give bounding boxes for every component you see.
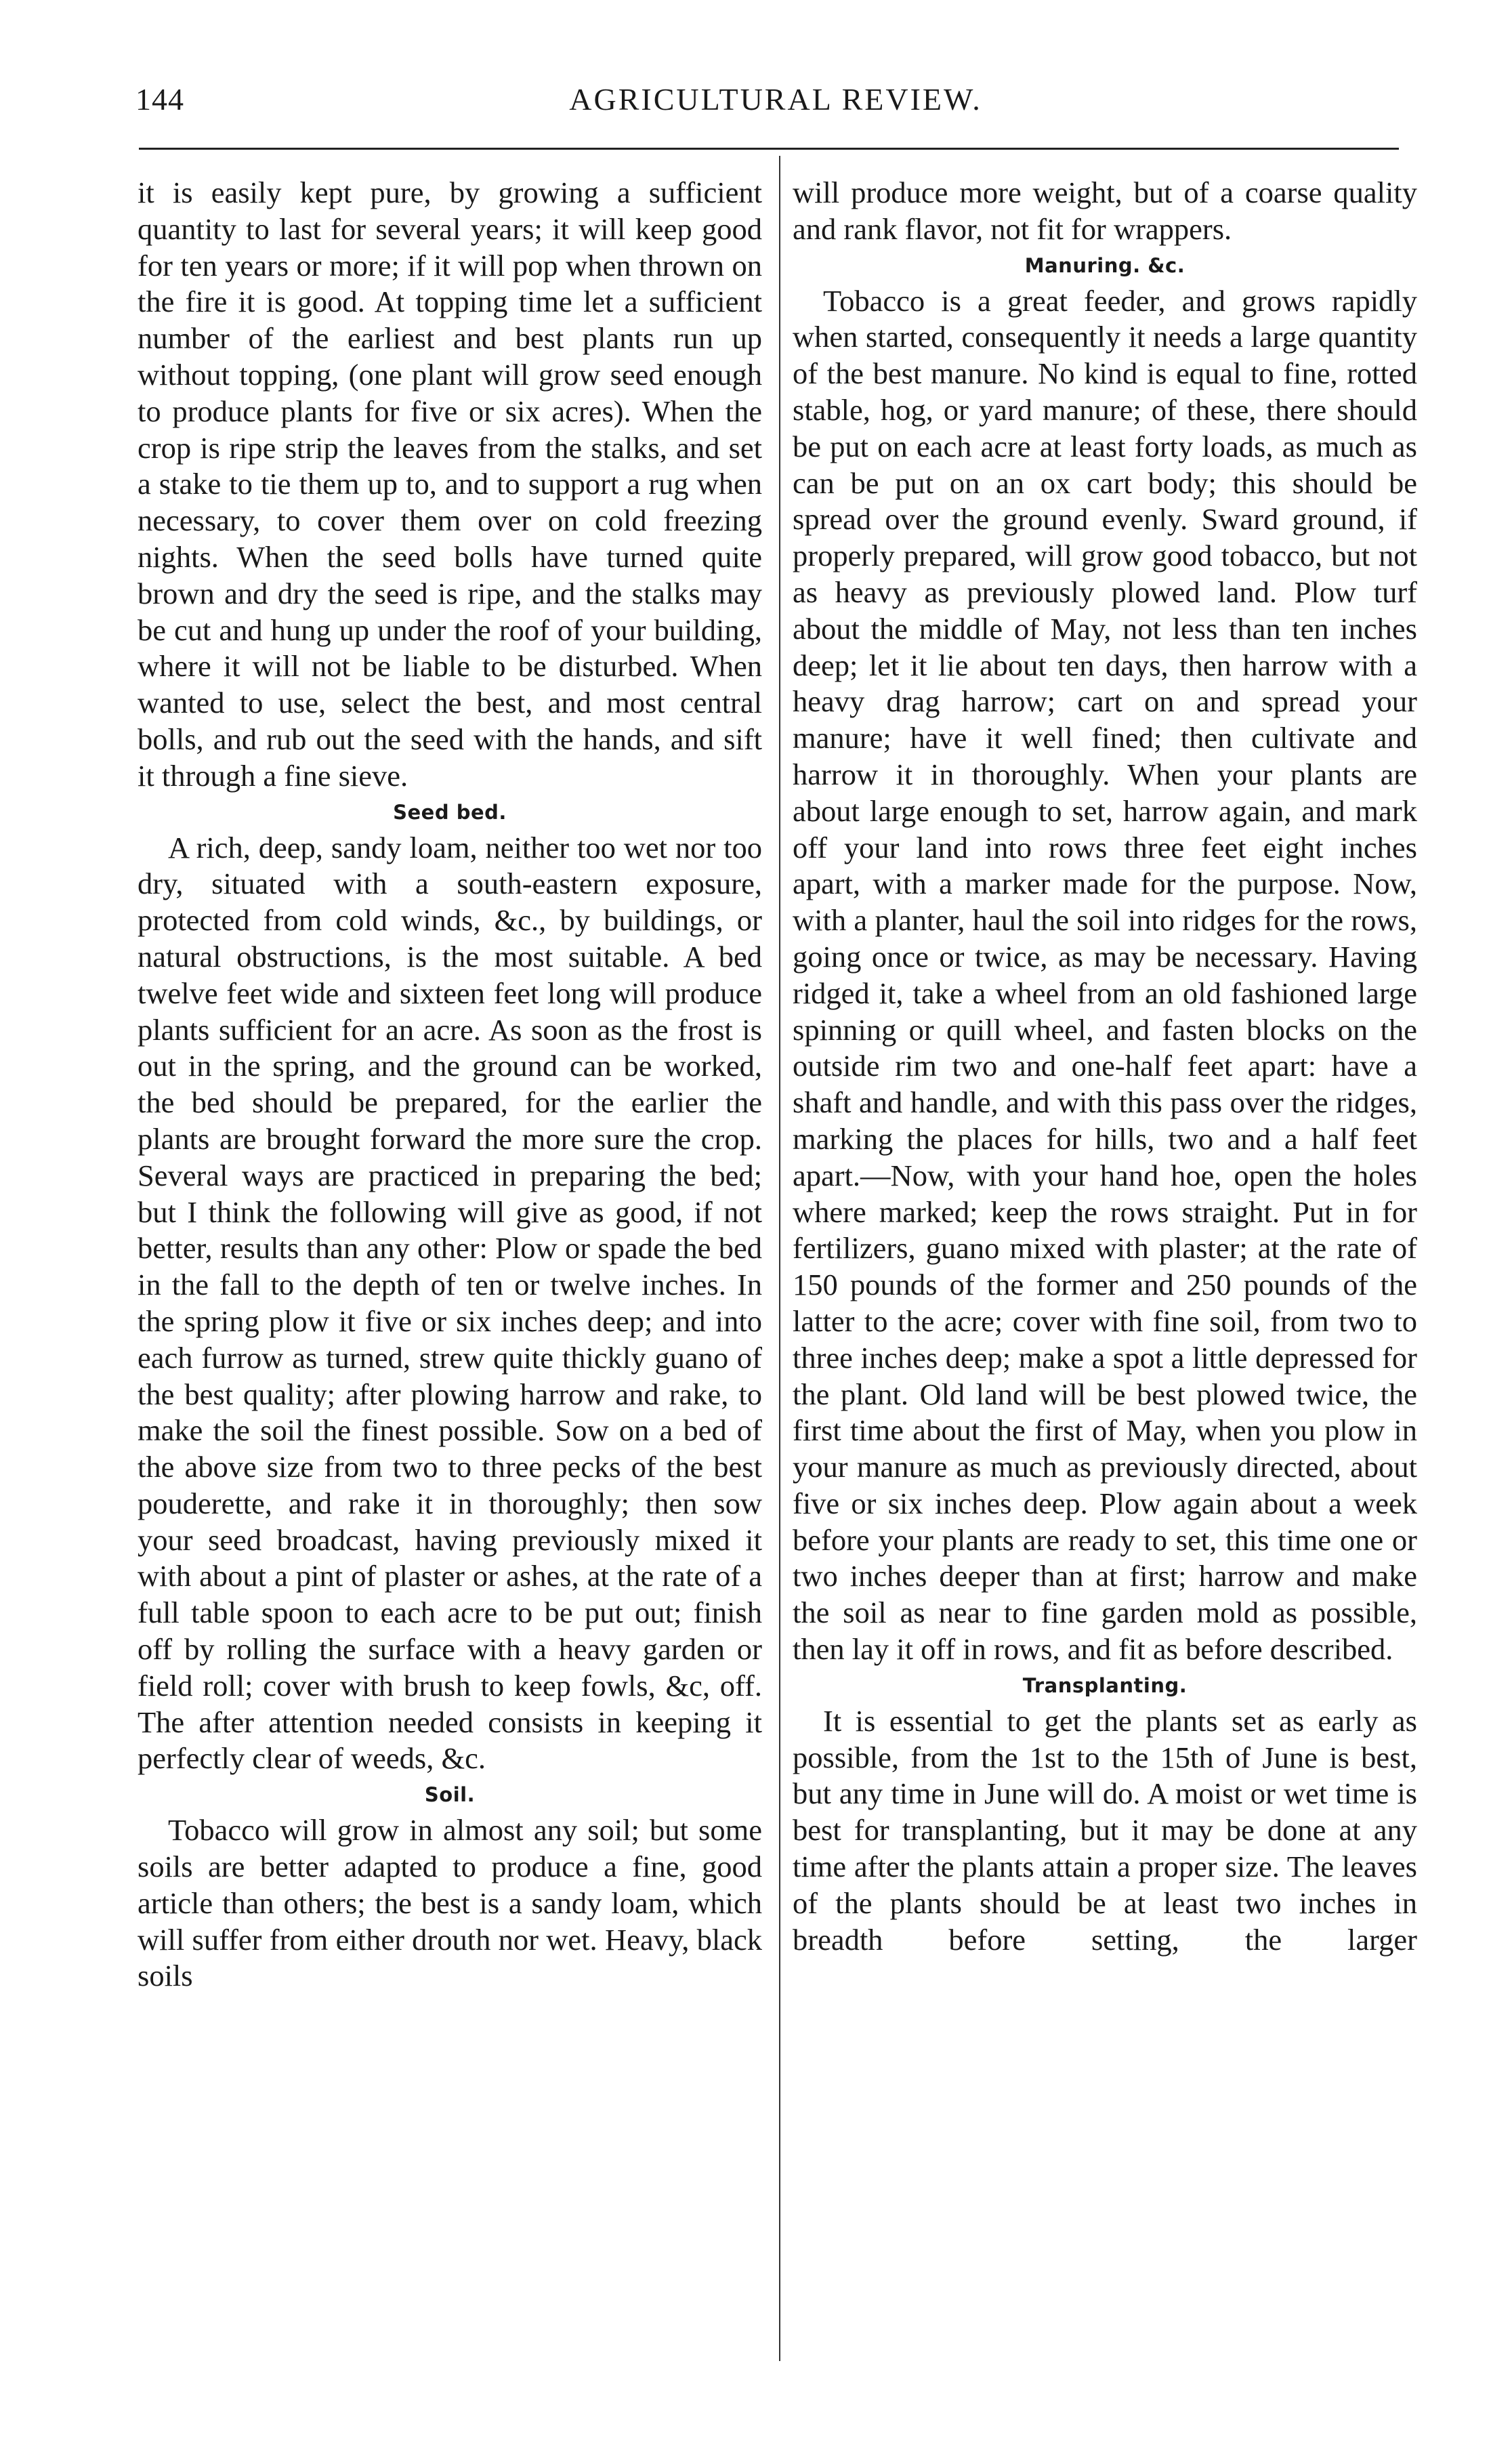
paragraph-soil-continued: will produce more weight, but of a coarse quality and rank flavor, not fit for wrappers.: [793, 175, 1417, 246]
heading-transplanting: Transplanting.: [1022, 1673, 1188, 1697]
right-column: [793, 175, 1417, 1958]
paragraph-transplanting: It is essential to get the plants set as early as possible, from the 1st to the 15th of June is best, but any time in June will do. A moist or wet time is best for transplanting, but it may be done at any time after the plants attain a proper size. The leaves of the plants should be at least two inches in breadth before setting, the larger: [793, 1703, 1417, 1957]
paragraph-manuring: Tobacco is a great feeder, and grows rapidly when started, consequently it needs a large quantity of the best manure. No kind is equal to fine, rotted stable, hog, or yard manure; of these, there should be put on each acre at least forty loads, as much as can be put on an ox cart body; this should be spread over the ground evenly. Sward ground, if properly prepared, will grow good tobacco, but not as heavy as previously plowed land. Plow turf about the middle of May, not less than ten inches deep; let it lie about ten days, then harrow with a heavy drag harrow; cart on and spread your manure; have it well fined; then cultivate and harrow it in thoroughly. When your plants are about large enough to set, harrow again, and mark off your land into rows three feet eight inches apart, with a marker made for the purpose. Now, with a planter, haul the soil into ridges for the rows, going once or twice, as may be necessary. Having ridged it, take a wheel from an old fashioned large spinning or quill wheel, and fasten blocks on the outside rim two and one-half feet apart: have a shaft and handle, and with this pass over the ridges, marking the places for hills, two and a half feet apart.—Now, with your hand hoe, open the holes where marked; keep the rows straight. Put in for fertilizers, guano mixed with plaster; at the rate of 150 pounds of the former and 250 pounds of the latter to the acre; cover with fine soil, from two to three inches deep; make a spot a little depressed for the plant. Old land will be best plowed twice, the first time about the first of May, when you plow in your manure as much as previously directed, about five or six inches deep. Plow again about a week before your plants are ready to set, this time one or two inches deeper than at first; harrow and make the soil as near to fine garden mold as possible, then lay it off in rows, and fit as before described.: [793, 283, 1417, 1667]
paragraph-seed-saving: it is easily kept pure, by growing a sufficient quantity to last for several years; it will keep good for ten years or more; if it will pop when thrown on the fire it is good. At topping time let a sufficient number of the earliest and best plants run up without topping, (one plant will grow seed enough to produce plants for five or six acres). When the crop is ripe strip the leaves from the stalks, and set a stake to tie them up to, and to support a rug when necessary, to cover them over on cold freezing nights. When the seed bolls have turned quite brown and dry the seed is ripe, and the stalks may be cut and hung up under the roof of your building, where it will not be liable to be disturbed. When wanted to use, select the best, and most central bolls, and rub out the seed with the hands, and sift it through a fine sieve.: [138, 175, 762, 793]
left-column: [138, 175, 762, 1995]
journal-title: AGRICULTURAL REVIEW.: [569, 82, 982, 117]
heading-seed-bed: Seed bed.: [393, 800, 507, 824]
header-rule: [139, 148, 1399, 150]
heading-soil: Soil.: [424, 1783, 476, 1807]
running-head: [135, 81, 1416, 129]
paragraph-soil: Tobacco will grow in almost any soil; but some soils are better adapted to produce a fine, good article than others; the best is a sandy loam, which will suffer from either drouth nor wet. Heavy, black soils: [138, 1813, 762, 1993]
page-number: 144: [135, 82, 184, 117]
heading-manuring: Manuring. &c.: [1024, 253, 1185, 277]
column-divider: [779, 156, 780, 2361]
paragraph-seed-bed: A rich, deep, sandy loam, neither too wet nor too dry, situated with a south-eastern exposure, protected from cold winds, &c., by buildings, or natural obstructions, is the most suitable. A bed twelve feet wide and sixteen feet long will produce plants sufficient for an acre. As soon as the frost is out in the spring, and the ground can be worked, the bed should be prepared, for the earlier the plants are brought forward the more sure the crop. Several ways are practiced in preparing the bed; but I think the following will give as good, if not better, results than any other: Plow or spade the bed in the fall to the depth of ten or twelve inches. In the spring plow it five or six inches deep; and into each furrow as turned, strew quite thickly guano of the best quality; after plowing harrow and rake, to make the soil the finest possible. Sow on a bed of the above size from two to three pecks of the best pouderette, and rake it in thoroughly; then sow your seed broadcast, having previously mixed it with about a pint of plaster or ashes, at the rate of a full table spoon to each acre to be put out; finish off by rolling the surface with a heavy garden or field roll; cover with brush to keep fowls, &c, off. The after attention needed consists in keeping it perfectly clear of weeds, &c.: [138, 830, 762, 1776]
